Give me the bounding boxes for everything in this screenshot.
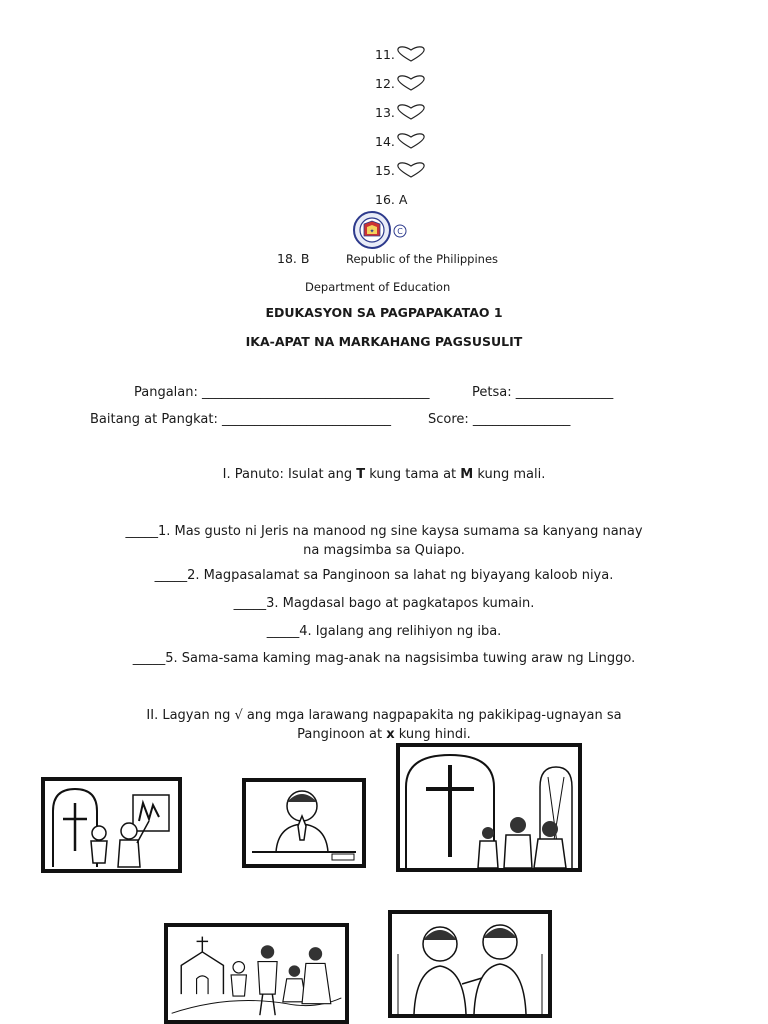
name-field[interactable]: Pangalan: ___________________________________ [134,385,430,400]
two-boys-talking-picture[interactable] [388,910,552,1018]
svg-text:✦: ✦ [369,228,375,235]
question-2: _____2. Magpasalamat sa Panginoon sa lahat ng biyayang kaloob niya. [154,568,614,583]
answer-number: 16. A [375,192,408,207]
instruction-m: M [460,467,474,482]
subject-title: EDUKASYON SA PAGPAPAKATAO 1 [265,305,503,320]
instruction-text: kung mali. [473,467,546,482]
part2-instruction [0,706,768,744]
answer-number: 14. [375,134,395,149]
question-4: _____4. Igalang ang relihiyon ng iba. [266,624,502,639]
heart-icon [396,162,426,178]
picture-drawing [246,782,362,864]
date-field[interactable]: Petsa: _______________ [472,385,614,400]
boy-praying-picture[interactable] [242,778,366,868]
part1-instruction [0,467,768,482]
question-1 [0,522,768,560]
picture-drawing [400,747,578,868]
answer-key-item [375,46,426,62]
picture-drawing [392,914,548,1014]
answer-key-item [375,192,407,207]
instruction-text: kung hindi. [394,727,471,742]
question-3: _____3. Magdasal bago at pagkatapos kumain. [233,596,535,611]
grade-section-field[interactable]: Baitang at Pangkat: __________________________ [90,412,391,427]
instruction-line: II. Lagyan ng √ ang mga larawang nagpapakita ng pakikipag-ugnayan sa [146,708,622,723]
answer-key-item [375,162,426,178]
children-drawing-on-church-wall-picture[interactable] [41,777,182,873]
people-entering-church-picture[interactable] [396,743,582,872]
instruction-text: I. Panuto: Isulat ang [222,467,357,482]
answer-key-item [375,75,426,91]
heart-icon [396,75,426,91]
instruction-t: T [356,467,366,482]
family-walking-to-church-picture[interactable] [164,923,349,1024]
answer-number: 12. [375,76,395,91]
instruction-text: kung tama at [365,467,461,482]
answer-number: 15. [375,163,395,178]
question-text: _____1. Mas gusto ni Jeris na manood ng sine kaysa sumama sa kanyang nanay [125,524,643,539]
instruction-text: Panginoon at [297,727,387,742]
score-field[interactable]: Score: _______________ [428,412,571,427]
answer-18: 18. B [277,251,310,266]
exam-title: IKA-APAT NA MARKAHANG PAGSUSULIT [245,334,523,349]
question-text: na magsimba sa Quiapo. [303,543,465,558]
heart-icon [396,133,426,149]
picture-drawing [168,927,345,1020]
answer-number: 11. [375,47,395,62]
instruction-x: x [386,727,395,742]
picture-drawing [45,781,178,869]
country-name: Republic of the Philippines [346,252,499,266]
answer-number: 13. [375,105,395,120]
svg-text:C: C [397,227,403,236]
heart-icon [396,104,426,120]
heart-icon [396,46,426,62]
department-name: Department of Education [305,280,451,294]
answer-key-item [375,104,426,120]
instruction-line [0,725,768,744]
answer-key-item [375,133,426,149]
question-5: _____5. Sama-sama kaming mag-anak na nagsisimba tuwing araw ng Linggo. [132,651,636,666]
deped-seal-icon [352,210,410,250]
